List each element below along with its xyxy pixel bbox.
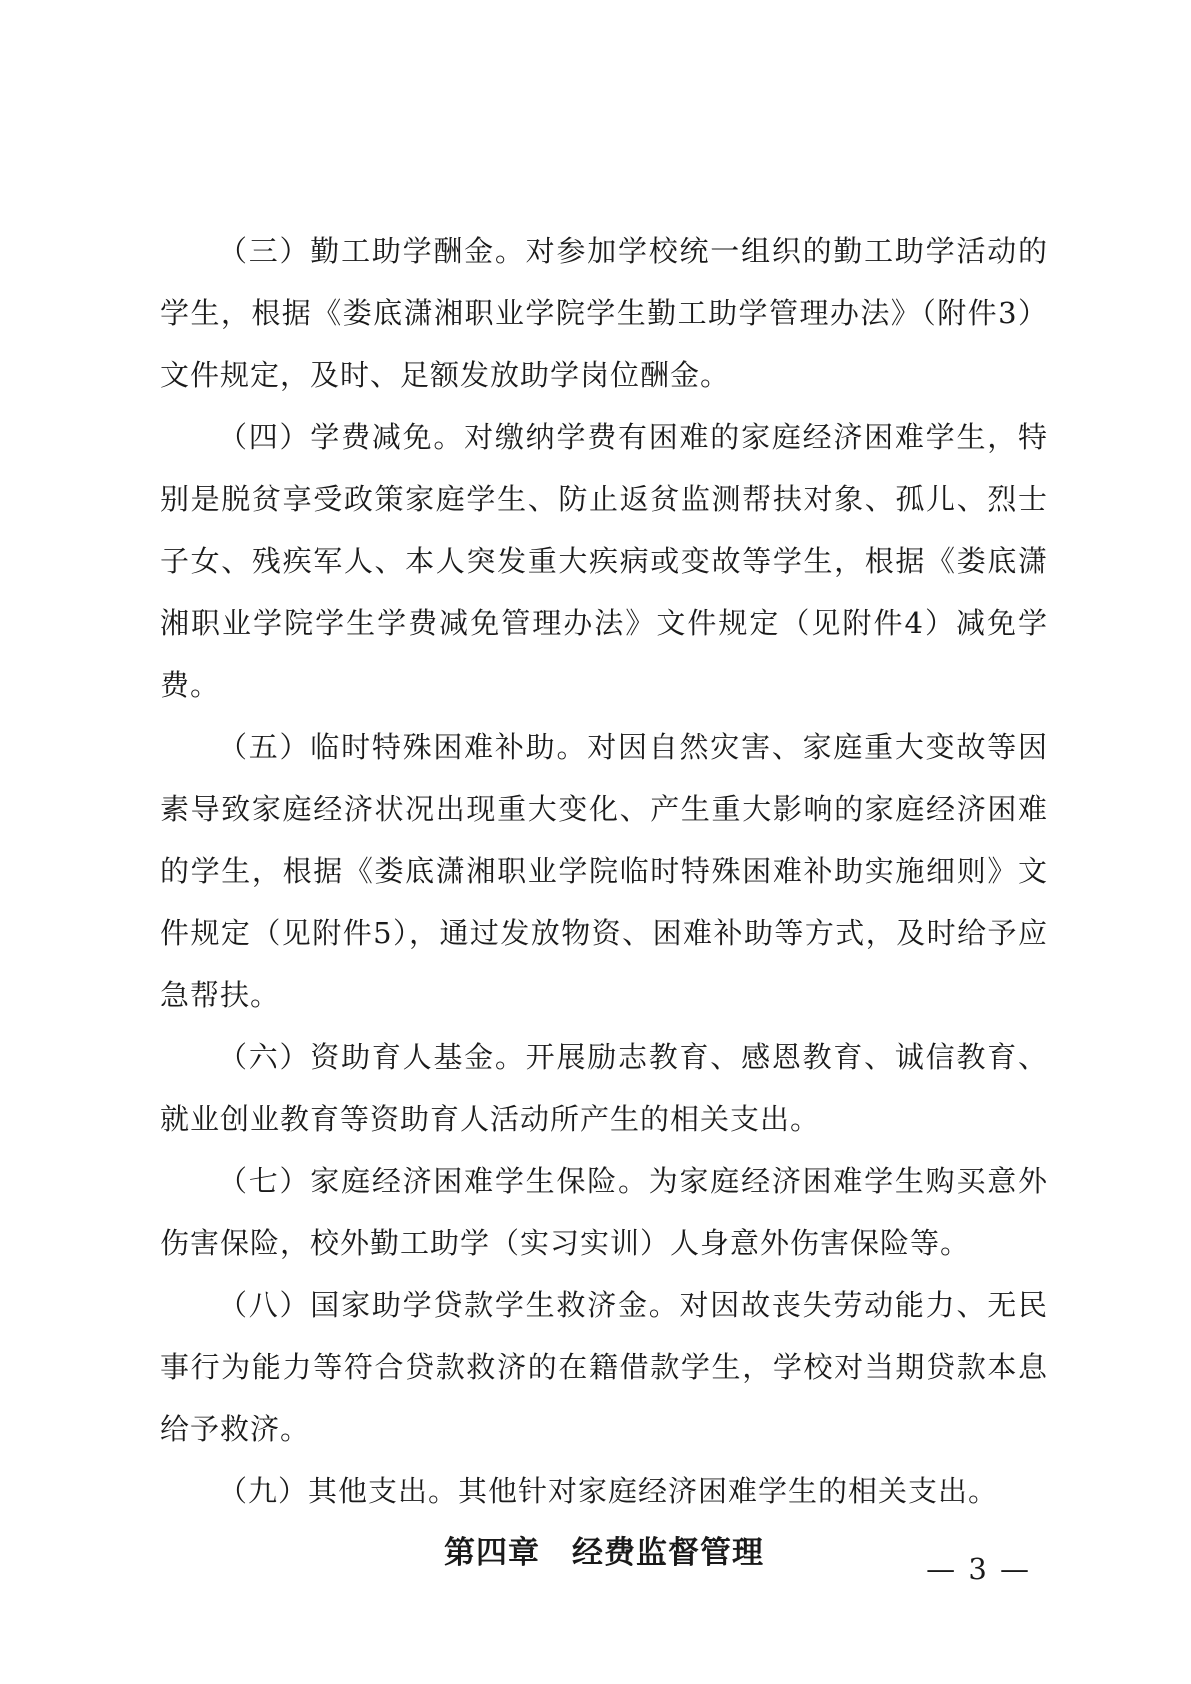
paragraph-tuition-reduction: （四）学费减免。对缴纳学费有困难的家庭经济困难学生，特别是脱贫享受政策家庭学生、防止返贫监测帮扶对象、孤儿、烈士子女、残疾军人、本人突发重大疾病或变故等学生，根据《娄底潇湘职业学院学生学费减免管理办法》文件规定（见附件4）减免学费。 [160, 420, 1048, 702]
paragraph-loan-relief: （八）国家助学贷款学生救济金。对因故丧失劳动能力、无民事行为能力等符合贷款救济的在籍借款学生，学校对当期贷款本息给予救济。 [160, 1288, 1048, 1446]
document-body [160, 220, 1048, 1584]
page-number: — 3 — [926, 1552, 1031, 1586]
chapter-heading: 第四章 经费监督管理 [444, 1535, 764, 1571]
paragraph-education-fund: （六）资助育人基金。开展励志教育、感恩教育、诚信教育、就业创业教育等资助育人活动所产生的相关支出。 [160, 1040, 1048, 1136]
paragraph-temporary-hardship-aid: （五）临时特殊困难补助。对因自然灾害、家庭重大变故等因素导致家庭经济状况出现重大变化、产生重大影响的家庭经济困难的学生，根据《娄底潇湘职业学院临时特殊困难补助实施细则》文件规定（见附件5），通过发放物资、困难补助等方式，及时给予应急帮扶。 [160, 730, 1048, 1012]
paragraph-work-study-pay: （三）勤工助学酬金。对参加学校统一组织的勤工助学活动的学生，根据《娄底潇湘职业学院学生勤工助学管理办法》（附件3）文件规定，及时、足额发放助学岗位酬金。 [160, 234, 1048, 392]
paragraph-other-expenses: （九）其他支出。其他针对家庭经济困难学生的相关支出。 [218, 1474, 999, 1508]
paragraph-student-insurance: （七）家庭经济困难学生保险。为家庭经济困难学生购买意外伤害保险，校外勤工助学（实习实训）人身意外伤害保险等。 [160, 1164, 1048, 1260]
